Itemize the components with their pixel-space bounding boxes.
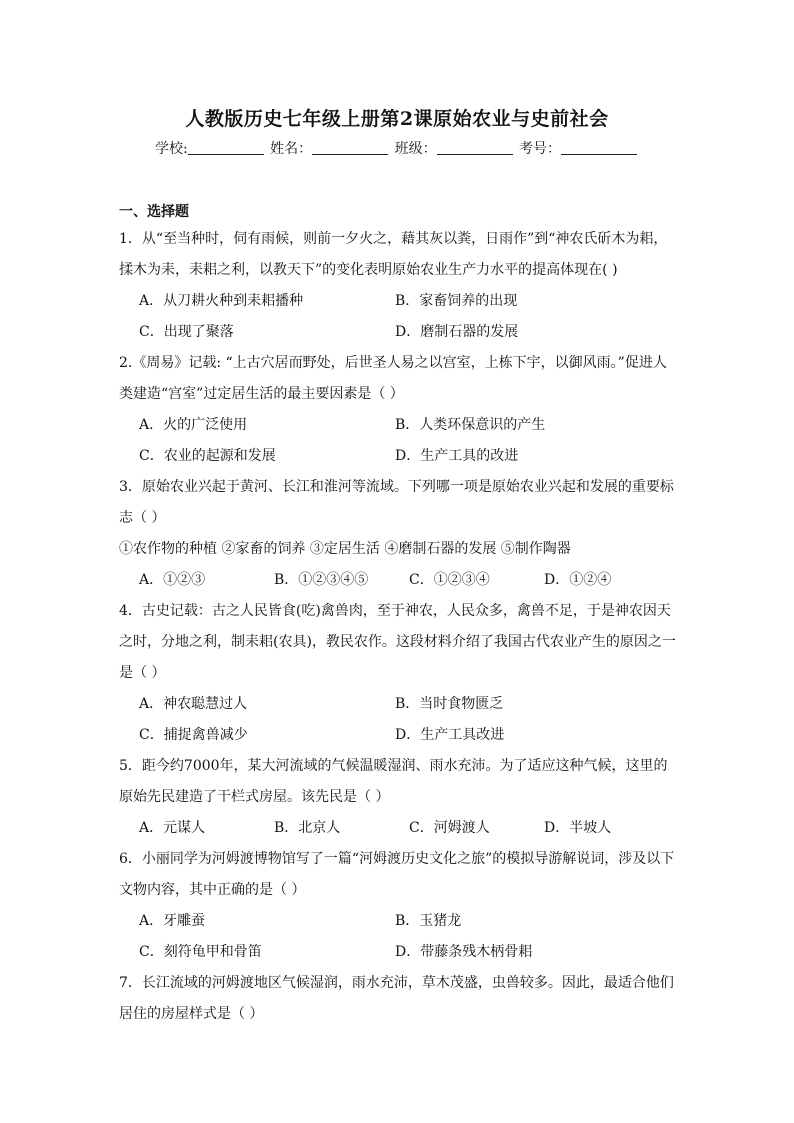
option-row bbox=[119, 906, 679, 937]
question-stem: 4．古史记载：古之人民皆食(吃)禽兽肉，至于神农，人民众多，禽兽不足，于是神农因天之时，分地之利，制耒耜(农具)，教民农作。这段材料介绍了我国古代农业产生的原因之一是（ ） bbox=[119, 603, 676, 681]
question-statement: ①农作物的种植 ②家畜的饲养 ③定居生活 ④磨制石器的发展 ⑤制作陶器 bbox=[119, 541, 571, 557]
question-stem: 7．长江流域的河姆渡地区气候湿润，雨水充沛，草木茂盛，虫兽较多。因此，最适合他们居住的房屋样式是（ ） bbox=[119, 975, 674, 1022]
option-a[interactable]: A．神农聪慧过人 bbox=[139, 696, 248, 712]
option-d[interactable]: D．磨制石器的发展 bbox=[395, 324, 519, 340]
option-b[interactable]: B．人类环保意识的产生 bbox=[395, 417, 546, 433]
option-a[interactable]: A．元谋人 bbox=[139, 820, 206, 836]
option-b[interactable]: B．①②③④⑤ bbox=[274, 572, 369, 588]
question-stem: 1．从“至当种时，伺有雨候，则前一夕火之，藉其灰以粪，日雨作”到“神农氏斫木为耜，揉木为耒，耒耜之利，以教天下”的变化表明原始农业生产力水平的提高体现在( ) bbox=[119, 231, 668, 278]
option-b[interactable]: B．当时食物匮乏 bbox=[395, 696, 504, 712]
school-blank[interactable] bbox=[188, 140, 264, 155]
option-a[interactable]: A．①②③ bbox=[139, 572, 206, 588]
option-d[interactable]: D．半坡人 bbox=[544, 820, 612, 836]
page-title: 人教版历史七年级上册第2课原始农业与史前社会 bbox=[185, 108, 609, 130]
option-row bbox=[119, 441, 679, 472]
option-c[interactable]: C．①②③④ bbox=[409, 572, 490, 588]
name-label: 姓名： bbox=[270, 141, 313, 157]
question-list bbox=[119, 200, 679, 1030]
question-stem: 2.《周易》记载: “上古穴居而野处，后世圣人易之以宫室，上栋下宇，以御风雨。”促进人类建造“宫室”过定居生活的最主要因素是（ ） bbox=[119, 355, 667, 402]
option-a[interactable]: A．从刀耕火种到耒耜播种 bbox=[139, 293, 304, 309]
class-label: 班级： bbox=[394, 141, 437, 157]
option-a[interactable]: A．牙雕蚕 bbox=[139, 913, 206, 929]
option-d[interactable]: D．带藤条残木柄骨耜 bbox=[395, 944, 533, 960]
option-c[interactable]: C．农业的起源和发展 bbox=[139, 448, 276, 464]
option-row bbox=[119, 286, 679, 317]
option-c[interactable]: C．刻符龟甲和骨笛 bbox=[139, 944, 262, 960]
option-row bbox=[119, 565, 679, 596]
school-label: 学校: bbox=[154, 141, 188, 157]
option-c[interactable]: C．河姆渡人 bbox=[409, 820, 490, 836]
option-b[interactable]: B．家畜饲养的出现 bbox=[395, 293, 518, 309]
question-stem: 3．原始农业兴起于黄河、长江和淮河等流域。下列哪一项是原始农业兴起和发展的重要标志（ ） bbox=[119, 479, 674, 526]
option-d[interactable]: D．①②④ bbox=[544, 572, 612, 588]
question-stem: 6．小丽同学为河姆渡博物馆写了一篇“河姆渡历史文化之旅”的模拟导游解说词，涉及以下文物内容，其中正确的是（ ） bbox=[119, 851, 675, 898]
option-d[interactable]: D．生产工具改进 bbox=[395, 727, 505, 743]
exam-no-label: 考号： bbox=[519, 141, 562, 157]
question-stem: 5．距今约7000年，某大河流域的气候温暖湿润、雨水充沛。为了适应这种气候，这里的原始先民建造了干栏式房屋。该先民是（ ） bbox=[119, 758, 668, 805]
option-a[interactable]: A．火的广泛使用 bbox=[139, 417, 248, 433]
option-d[interactable]: D．生产工具的改进 bbox=[395, 448, 519, 464]
option-row bbox=[119, 689, 679, 720]
section-heading: 一、选择题 bbox=[119, 204, 189, 220]
option-b[interactable]: B．北京人 bbox=[274, 820, 341, 836]
option-c[interactable]: C．出现了聚落 bbox=[139, 324, 234, 340]
exam-no-blank[interactable] bbox=[561, 140, 637, 155]
name-blank[interactable] bbox=[312, 140, 388, 155]
option-b[interactable]: B．玉猪龙 bbox=[395, 913, 462, 929]
option-c[interactable]: C．捕捉禽兽减少 bbox=[139, 727, 248, 743]
option-row bbox=[119, 813, 679, 844]
option-row bbox=[119, 317, 679, 348]
student-info-line bbox=[0, 138, 794, 158]
class-blank[interactable] bbox=[437, 140, 513, 155]
option-row bbox=[119, 937, 679, 968]
option-row bbox=[119, 410, 679, 441]
option-row bbox=[119, 720, 679, 751]
